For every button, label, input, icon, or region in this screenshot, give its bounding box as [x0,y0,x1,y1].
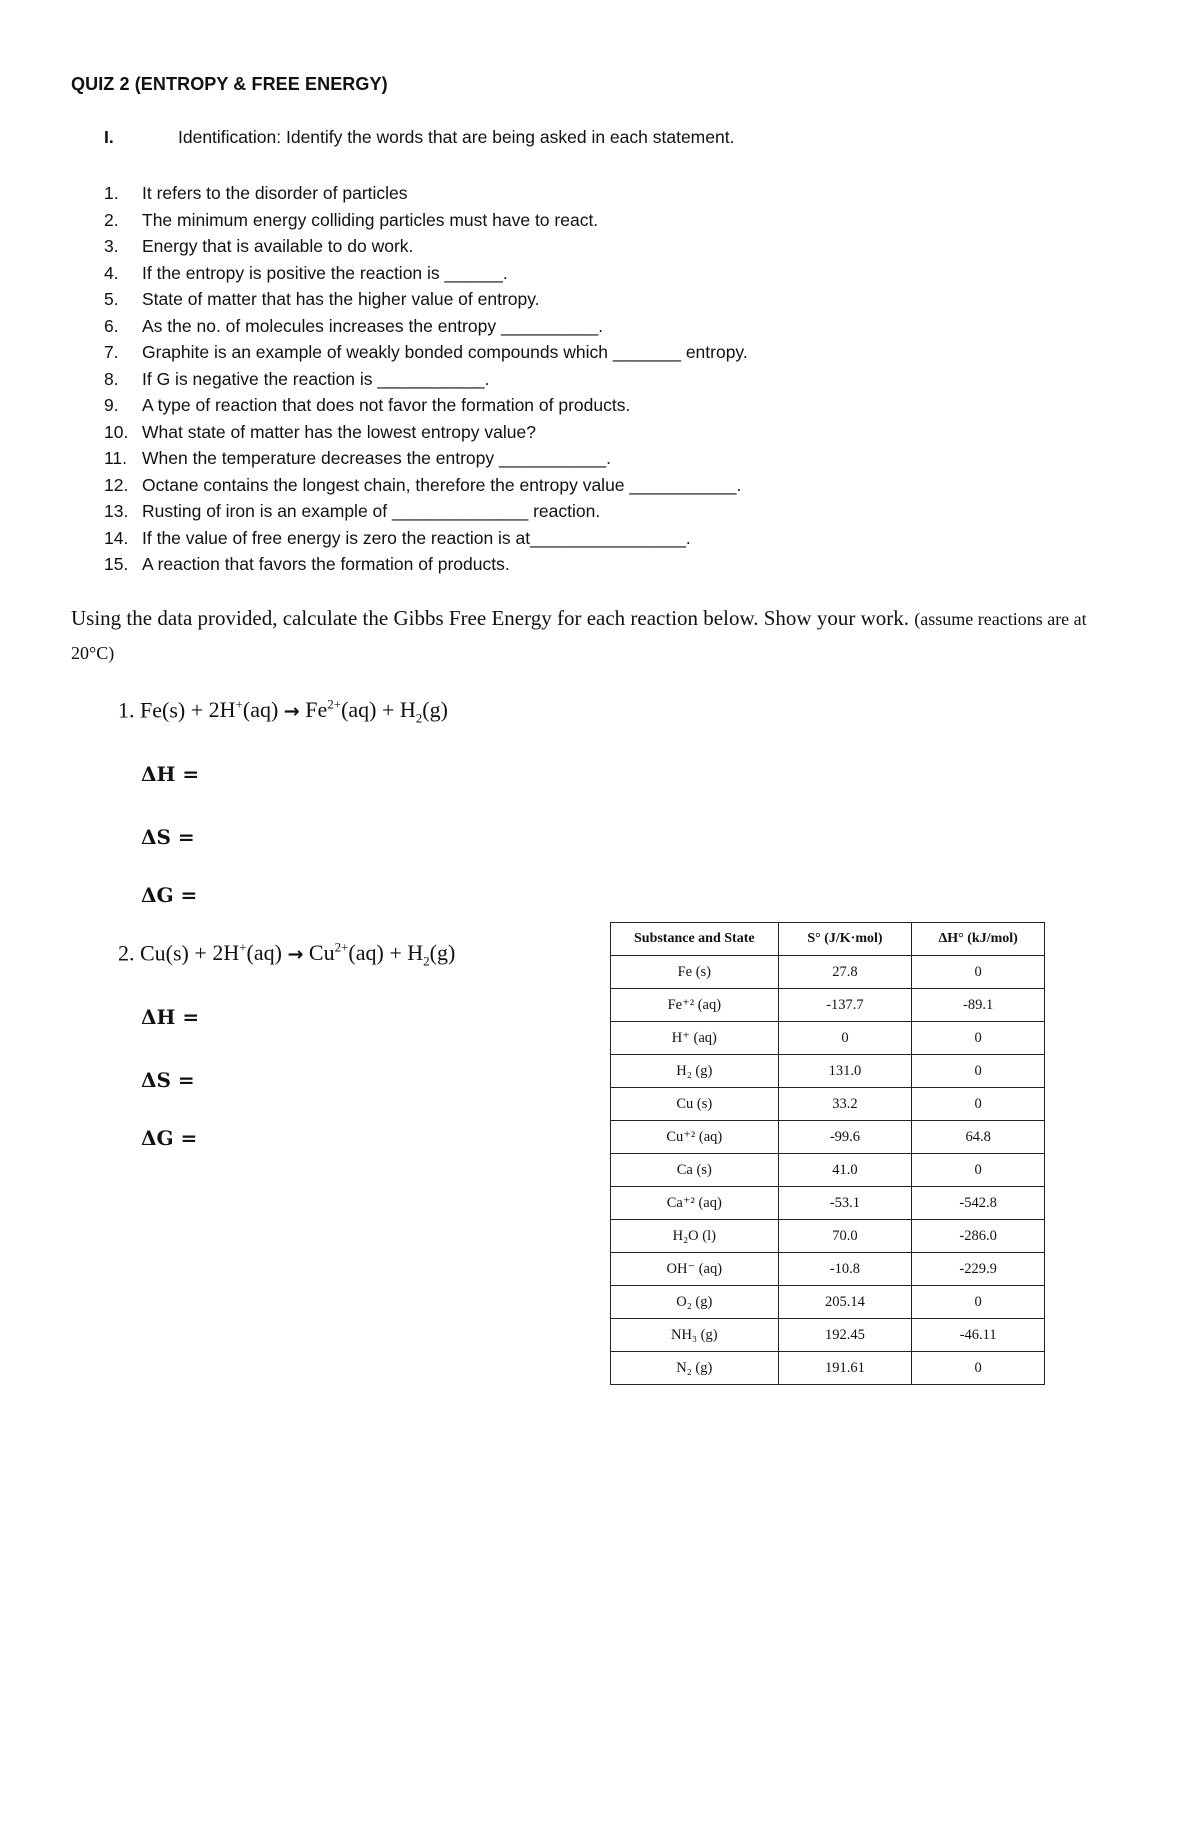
question-number: 5. [104,289,119,309]
enthalpy-cell: 0 [912,1286,1045,1319]
substance-cell: NH₃ (g) [611,1319,779,1352]
quiz-title: QUIZ 2 (ENTROPY & FREE ENERGY) [71,74,388,94]
table-row [611,1253,1045,1286]
reactant-2: 2H+(aq) [208,697,279,723]
enthalpy-cell: 0 [912,1088,1045,1121]
entropy-cell: -53.1 [778,1187,912,1220]
entropy-cell: 192.45 [778,1319,912,1352]
entropy-cell: 70.0 [778,1220,912,1253]
question-text: Rusting of iron is an example of ______________ reaction. [142,501,601,521]
reaction-arrow-icon: → [287,943,304,966]
identification-questions [104,180,748,578]
entropy-cell: -10.8 [778,1253,912,1286]
reaction-number: 1. [118,697,135,723]
question-text: If the entropy is positive the reaction is ______. [142,262,508,283]
section-instructions: Identification: Identify the words that are being asked in each statement. [178,127,735,147]
question-number: 4. [104,262,119,283]
table-row [611,1022,1045,1055]
reaction-1-equation [118,697,448,727]
enthalpy-cell: 0 [912,1154,1045,1187]
reactant-1: Fe(s) [140,697,186,723]
question-number: 10. [104,421,129,442]
substance-cell: N₂ (g) [611,1352,779,1385]
reaction-number: 2. [118,940,135,966]
plus-sign: + [381,697,395,723]
substance-cell: Ca (s) [611,1154,779,1187]
table-row [611,1352,1045,1385]
entropy-cell: 131.0 [778,1055,912,1088]
substance-cell: Fe (s) [611,956,779,989]
entropy-cell: 41.0 [778,1154,912,1187]
question-item [104,313,748,340]
question-number: 11. [104,448,128,468]
question-item [104,419,748,446]
table-row [611,1187,1045,1220]
table-row [611,1088,1045,1121]
enthalpy-cell: 0 [912,956,1045,989]
question-item [104,233,748,260]
enthalpy-cell: 0 [912,1055,1045,1088]
product-2: $H_2(g)$ [407,940,456,969]
question-number: 6. [104,315,119,336]
question-text: What state of matter has the lowest entropy value? [142,421,536,442]
entropy-cell: 27.8 [778,956,912,989]
question-item [104,392,748,419]
question-number: 8. [104,368,119,389]
substance-cell: H₂ (g) [611,1055,779,1088]
question-item [104,445,748,472]
question-number: 3. [104,236,119,256]
question-item [104,472,748,499]
thermodynamic-data-table [610,922,1045,1385]
question-item [104,525,748,552]
substance-cell: Ca⁺² (aq) [611,1187,779,1220]
plus-sign: + [190,697,204,723]
substance-cell: O₂ (g) [611,1286,779,1319]
entropy-cell: 191.61 [778,1352,912,1385]
table-header-row [611,923,1045,956]
reaction-2-delta-g: ΔG = [141,1126,198,1150]
reaction-1-delta-g: ΔG = [141,883,198,907]
question-item [104,207,748,234]
question-item [104,339,748,366]
question-item [104,180,748,207]
reaction-arrow-icon: → [283,700,300,723]
entropy-cell: 205.14 [778,1286,912,1319]
question-number: 12. [104,474,129,495]
header-substance: Substance and State [611,923,779,956]
question-number: 9. [104,395,119,415]
question-item [104,260,748,287]
substance-cell: H₂O (l) [611,1220,779,1253]
product-2: $H_2(g)$ [399,697,448,726]
reaction-1-delta-h: ΔH = [141,762,200,786]
gibbs-instructions [71,602,1131,670]
reaction-2-delta-s: ΔS = [141,1068,195,1092]
question-text: Octane contains the longest chain, therefore the entropy value ___________. [142,474,742,495]
question-number: 1. [104,183,119,203]
enthalpy-cell: -89.1 [912,989,1045,1022]
question-number: 13. [104,501,129,521]
enthalpy-cell: 0 [912,1022,1045,1055]
entropy-cell: -137.7 [778,989,912,1022]
question-text: It refers to the disorder of particles [142,183,408,203]
reactant-1: Cu(s) [140,940,189,966]
reaction-2-equation [118,940,455,970]
question-item [104,551,748,578]
question-text: When the temperature decreases the entropy ___________. [142,448,611,468]
question-number: 7. [104,342,119,362]
section-number: I. [104,127,114,147]
enthalpy-cell: -46.11 [912,1319,1045,1352]
table-row [611,1220,1045,1253]
table-row [611,1154,1045,1187]
header-enthalpy: ΔH° (kJ/mol) [912,923,1045,956]
enthalpy-cell: -229.9 [912,1253,1045,1286]
substance-cell: Cu⁺² (aq) [611,1121,779,1154]
reactant-2: 2H+(aq) [212,940,282,966]
table-row [611,1121,1045,1154]
plus-sign: + [389,940,402,966]
question-number: 2. [104,209,119,230]
question-text: As the no. of molecules increases the entropy __________. [142,315,604,336]
table-row [611,989,1045,1022]
reaction-2-delta-h: ΔH = [141,1005,200,1029]
question-text: If G is negative the reaction is ___________. [142,368,490,389]
header-entropy: S° (J/K·mol) [778,923,912,956]
question-number: 15. [104,554,129,574]
enthalpy-cell: 64.8 [912,1121,1045,1154]
entropy-cell: 33.2 [778,1088,912,1121]
question-item [104,286,748,313]
enthalpy-cell: -542.8 [912,1187,1045,1220]
table-row [611,1319,1045,1352]
enthalpy-cell: -286.0 [912,1220,1045,1253]
question-text: State of matter that has the higher value of entropy. [142,289,540,309]
question-text: The minimum energy colliding particles must have to react. [142,209,599,230]
table-row [611,1055,1045,1088]
question-text: Graphite is an example of weakly bonded compounds which _______ entropy. [142,342,748,362]
reaction-1-delta-s: ΔS = [141,825,195,849]
plus-sign: + [194,940,207,966]
substance-cell: Cu (s) [611,1088,779,1121]
instructions-main: Using the data provided, calculate the Gibbs Free Energy for each reaction below. Show your work. [71,606,909,630]
substance-cell: H⁺ (aq) [611,1022,779,1055]
entropy-cell: 0 [778,1022,912,1055]
question-text: A type of reaction that does not favor the formation of products. [142,395,631,415]
table-row [611,956,1045,989]
question-text: Energy that is available to do work. [142,236,414,256]
question-number: 14. [104,527,129,548]
substance-cell: Fe⁺² (aq) [611,989,779,1022]
product-1: $Cu^{2+}(aq)$ [308,940,384,966]
substance-cell: OH⁻ (aq) [611,1253,779,1286]
question-item [104,498,748,525]
section-heading [104,127,734,148]
enthalpy-cell: 0 [912,1352,1045,1385]
question-text: If the value of free energy is zero the reaction is at________________. [142,527,691,548]
entropy-cell: -99.6 [778,1121,912,1154]
table-row [611,1286,1045,1319]
instructions-note: (assume reactions are at 20°C) [71,609,1087,663]
product-1: $Fe^{2+}(aq)$ [305,697,377,723]
question-text: A reaction that favors the formation of products. [142,554,510,574]
question-item [104,366,748,393]
